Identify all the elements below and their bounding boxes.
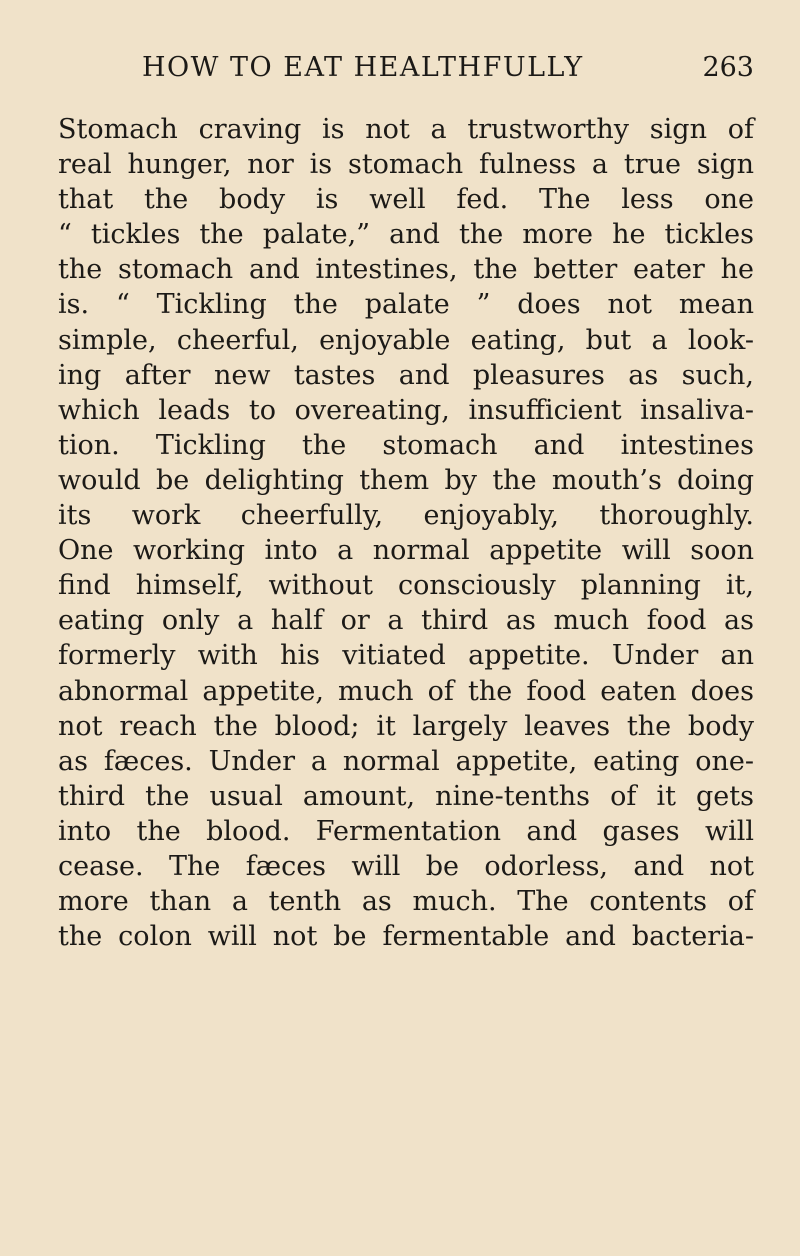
text-line: Stomach craving is not a trustworthy sign of (58, 114, 754, 145)
text-line: cease. The fæces will be odorless, and not (58, 850, 754, 882)
text-line: as fæces. Under a normal appetite, eating one- (58, 745, 754, 777)
text-line: not reach the blood; it largely leaves the body (58, 710, 754, 742)
text-line: more than a tenth as much. The contents of (58, 886, 754, 918)
text-line: eating only a half or a third as much food as (58, 605, 754, 637)
text-line: the colon will not be fermentable and bacteria- (58, 921, 754, 953)
text-line: One working into a normal appetite will soon (58, 535, 754, 567)
text-line: would be delighting them by the mouth’s doing (58, 464, 754, 496)
text-line: real hunger, nor is stomach fulness a true sign (58, 149, 754, 181)
text-line: its work cheerfully, enjoyably, thoroughly. (58, 500, 754, 532)
text-line: tion. Tickling the stomach and intestines (58, 429, 754, 461)
text-line: the stomach and intestines, the better eater he (58, 254, 754, 286)
text-line: abnormal appetite, much of the food eaten does (58, 675, 754, 707)
text-line: “ tickles the palate,” and the more he tickles (58, 219, 754, 251)
text-line: third the usual amount, nine-tenths of it gets (58, 780, 754, 812)
running-head: HOW TO EAT HEALTHFULLY (142, 52, 584, 83)
text-line: which leads to overeating, insufficient insaliva- (58, 394, 754, 426)
text-line: simple, cheerful, enjoyable eating, but a look- (58, 324, 754, 356)
page-number: 263 (702, 52, 754, 83)
text-line: that the body is well fed. The less one (58, 184, 754, 216)
page-header (58, 52, 754, 96)
text-line: formerly with his vitiated appetite. Under an (58, 640, 754, 672)
text-line: ing after new tastes and pleasures as such, (58, 359, 754, 391)
text-line: find himself, without consciously planning it, (58, 570, 754, 602)
text-line: is. “ Tickling the palate ” does not mean (58, 289, 754, 321)
text-line: into the blood. Fermentation and gases will (58, 815, 754, 847)
body-text (58, 112, 754, 954)
